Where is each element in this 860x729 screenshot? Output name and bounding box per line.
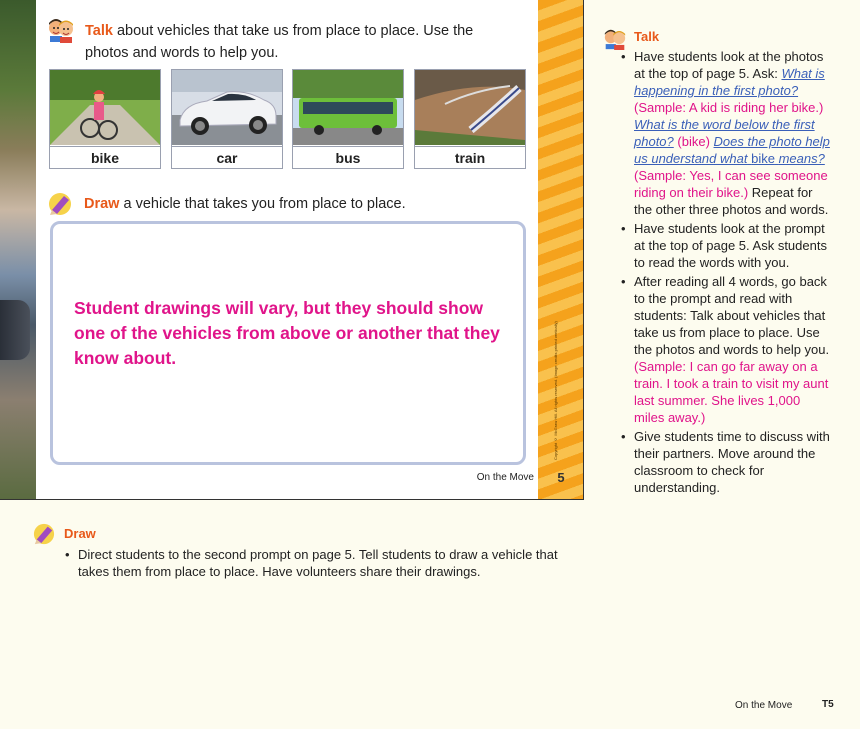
- bus-photo: [293, 70, 403, 145]
- talk-notes: [620, 48, 834, 498]
- student-footer-title: On the Move: [476, 472, 534, 483]
- student-page-number: 5: [557, 470, 565, 485]
- talk-prompt: Talk about vehicles that take us from place to place. Use the photos and words to help you.: [85, 23, 474, 61]
- question-3: Does the photo help us understand what bike means?: [634, 134, 830, 166]
- train-photo: [415, 70, 525, 145]
- bike-photo: [50, 70, 160, 145]
- question-1: What is happening in the first photo?: [634, 66, 825, 98]
- question-2: What is the word below the first photo?: [634, 117, 815, 149]
- talk-keyword: Talk: [85, 23, 113, 39]
- draw-heading: Draw: [64, 526, 96, 541]
- image-credits: Copyright © McGraw Hill. All rights reserved. (Image credits printed vertically): [553, 321, 558, 460]
- card-train: [414, 69, 526, 169]
- card-bike: [49, 69, 161, 169]
- talk-note-2: • Have students look at the prompt at the top of page 5. Ask students to read the words with you.: [620, 220, 834, 271]
- card-label: car: [172, 146, 282, 169]
- card-label: train: [415, 146, 525, 169]
- car-photo: [172, 70, 282, 145]
- talk-note-1: • Have students look at the photos at the top of page 5. Ask: What is happening in the first photo? (Sample: A kid is riding her bike.) What is the word below the first photo? (bike) Does the photo help us understand what bike means? (Sample: Yes, I can see someone riding on their bike.) Repeat for the other three photos and words.: [620, 48, 834, 218]
- card-car: [171, 69, 283, 169]
- teacher-page-number: T5: [822, 699, 834, 710]
- draw-keyword: Draw: [84, 196, 120, 212]
- crayon-icon: [32, 523, 56, 545]
- crayon-icon: [47, 192, 73, 216]
- sample-answer: Student drawings will vary, but they should show one of the vehicles from above or another that they know about.: [74, 298, 500, 368]
- card-label: bike: [50, 146, 160, 169]
- talk-heading: Talk: [634, 29, 660, 44]
- talk-note-4: • Give students time to discuss with their partners. Move around the classroom to check for understanding.: [620, 428, 834, 496]
- talk-note-3: • After reading all 4 words, go back to the prompt and read with students: Talk about vehicles that take us from place to place. Use the photos and words to help you. (Sample: I can go far away on a train. I took a train to visit my aunt last summer. She lives 1,000 miles away.): [620, 273, 834, 426]
- talk-kids-icon: [601, 28, 629, 50]
- teacher-footer-title: On the Move: [735, 700, 793, 711]
- draw-notes: [64, 546, 574, 582]
- draw-prompt: Draw a vehicle that takes you from place to place.: [84, 196, 406, 212]
- draw-note: • Direct students to the second prompt on page 5. Tell students to draw a vehicle that takes them from place to place. Have volunteers share their drawings.: [64, 546, 574, 580]
- card-bus: [292, 69, 404, 169]
- card-label: bus: [293, 146, 403, 169]
- talk-kids-icon: [47, 17, 75, 43]
- cyclist-photo-edge: [0, 0, 36, 500]
- student-page: [0, 0, 584, 500]
